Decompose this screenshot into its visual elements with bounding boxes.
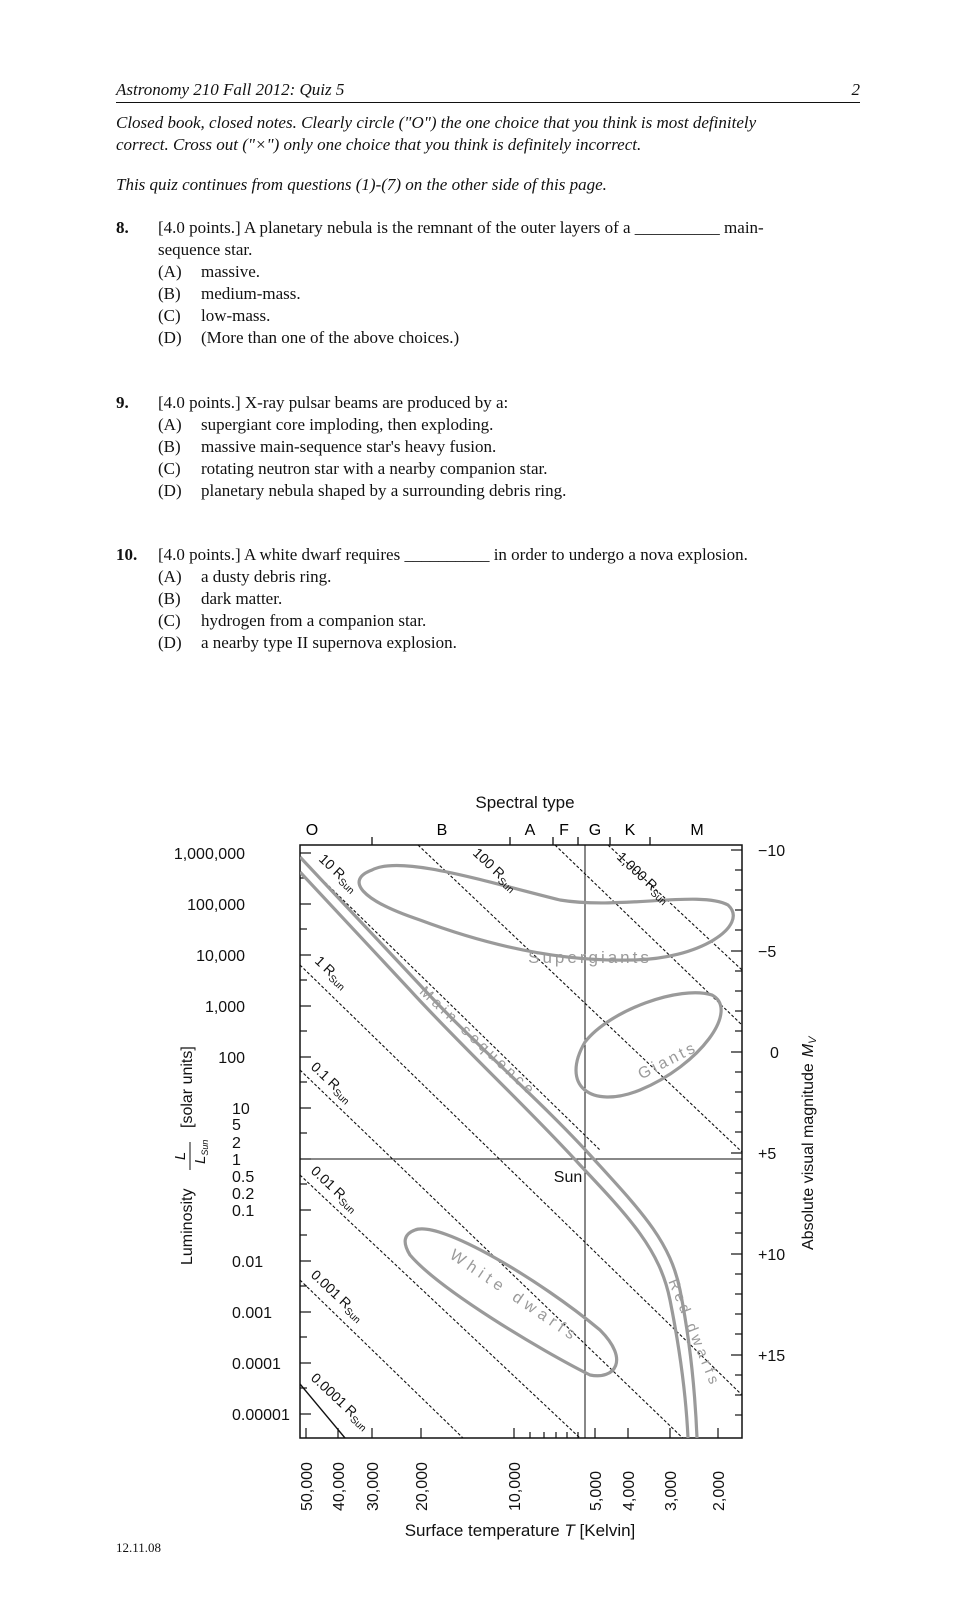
left-axis-title bbox=[172, 1046, 210, 1265]
choice-d[interactable] bbox=[158, 327, 459, 349]
sun-label: Sun bbox=[553, 1169, 583, 1186]
choice-b[interactable] bbox=[158, 283, 301, 305]
plot-frame bbox=[300, 845, 742, 1438]
spectral-letter-f: F bbox=[559, 822, 569, 839]
right-axis-title: Absolute visual magnitudeMV bbox=[800, 1036, 819, 1250]
luminosity-tick: 10 bbox=[232, 1101, 250, 1118]
spectral-letter-o: O bbox=[305, 822, 319, 839]
choice-text: massive main-sequence star's heavy fusion. bbox=[201, 437, 497, 456]
magnitude-tick: +5 bbox=[758, 1146, 777, 1163]
luminosity-tick: 0.00001 bbox=[232, 1407, 290, 1424]
choice-label: (B) bbox=[158, 437, 181, 456]
temperature-tick: 40,000 bbox=[331, 1462, 348, 1511]
page-header bbox=[116, 80, 860, 103]
magnitude-tick: −5 bbox=[758, 944, 777, 961]
temperature-tick: 20,000 bbox=[414, 1462, 431, 1511]
luminosity-tick: 0.1 bbox=[232, 1203, 255, 1220]
instructions bbox=[116, 112, 860, 156]
choice-c[interactable] bbox=[158, 305, 270, 327]
radius-label-0.01-rsun: 0.01 $R_{Sun}$ bbox=[307, 1162, 357, 1217]
choice-d[interactable] bbox=[158, 480, 566, 502]
temperature-tick: 3,000 bbox=[663, 1470, 680, 1511]
question-number: 10. bbox=[116, 545, 138, 564]
choice-label: (C) bbox=[158, 459, 181, 478]
question-stem bbox=[158, 217, 858, 261]
magnitude-tick: −10 bbox=[758, 843, 786, 860]
giants-label: Giants bbox=[635, 1038, 701, 1084]
question-number: 9. bbox=[116, 393, 129, 412]
choice-label: (D) bbox=[158, 481, 182, 500]
page-number: 2 bbox=[851, 80, 860, 99]
choice-text: (More than one of the above choices.) bbox=[201, 328, 460, 347]
luminosity-tick-labels-lower bbox=[232, 1101, 290, 1424]
temperature-tick: 10,000 bbox=[507, 1462, 524, 1511]
luminosity-tick: 100 bbox=[218, 1050, 245, 1067]
luminosity-tick: 2 bbox=[232, 1135, 241, 1152]
choice-a[interactable] bbox=[158, 414, 493, 436]
main-sequence-label: Main sequence bbox=[416, 983, 541, 1101]
luminosity-axis-label: Luminosity bbox=[179, 1188, 196, 1265]
luminosity-tick: 0.2 bbox=[232, 1186, 255, 1203]
luminosity-tick: 5 bbox=[232, 1117, 241, 1134]
choice-text: medium-mass. bbox=[201, 284, 301, 303]
magnitude-tick: +10 bbox=[758, 1247, 786, 1264]
choice-text: low-mass. bbox=[201, 306, 271, 325]
temperature-tick-labels bbox=[299, 1462, 728, 1511]
instructions-line-1: Closed book, closed notes. Clearly circle ("O") the one choice that you think is most definitely bbox=[116, 113, 757, 132]
question-number: 8. bbox=[116, 218, 129, 237]
choice-a[interactable] bbox=[158, 566, 331, 588]
luminosity-tick-labels bbox=[174, 846, 245, 1067]
luminosity-tick: 1,000,000 bbox=[173, 846, 245, 863]
luminosity-tick: 0.001 bbox=[232, 1305, 273, 1322]
choice-label: (A) bbox=[158, 262, 182, 281]
spectral-letter-b: B bbox=[436, 822, 448, 839]
supergiants-label: Supergiants bbox=[528, 948, 652, 967]
radius-labels bbox=[306, 844, 674, 1434]
luminosity-tick: 0.01 bbox=[232, 1254, 264, 1271]
choice-text: supergiant core imploding, then exploding. bbox=[201, 415, 494, 434]
question-stem: [4.0 points.] A white dwarf requires __________ in order to undergo a nova explosion. bbox=[158, 545, 748, 564]
white-dwarfs-label: White dwarfs bbox=[446, 1246, 583, 1346]
luminosity-tick: 100,000 bbox=[187, 897, 245, 914]
spectral-type-title: Spectral type bbox=[475, 793, 575, 812]
choice-label: (B) bbox=[158, 284, 181, 303]
temperature-tick: 4,000 bbox=[621, 1470, 638, 1511]
question-stem-line: [4.0 points.] A planetary nebula is the remnant of the outer layers of a __________ main- bbox=[158, 218, 764, 237]
question-stem: [4.0 points.] X-ray pulsar beams are produced by a: bbox=[158, 393, 509, 412]
spectral-letter-g: G bbox=[588, 822, 602, 839]
supergiants-region bbox=[359, 865, 733, 960]
luminosity-units: [solar units] bbox=[179, 1046, 196, 1128]
choice-text: rotating neutron star with a nearby companion star. bbox=[201, 459, 548, 478]
continuation-note: This quiz continues from questions (1)-(7) on the other side of this page. bbox=[116, 175, 607, 194]
choice-label: (B) bbox=[158, 589, 181, 608]
choice-c[interactable] bbox=[158, 610, 426, 632]
spectral-letter-m: M bbox=[690, 822, 704, 839]
question-8 bbox=[116, 217, 860, 347]
choice-label: (D) bbox=[158, 328, 182, 347]
choice-text: a dusty debris ring. bbox=[201, 567, 332, 586]
choice-label: (D) bbox=[158, 633, 182, 652]
luminosity-tick: 0.0001 bbox=[232, 1356, 281, 1373]
temperature-tick: 50,000 bbox=[299, 1462, 316, 1511]
radius-label-0.001-rsun: 0.001 $R_{Sun}$ bbox=[307, 1266, 363, 1326]
choice-text: hydrogen from a companion star. bbox=[201, 611, 427, 630]
fraction-numerator: L bbox=[172, 1151, 189, 1161]
radius-label-10-rsun: 10 $R_{Sun}$ bbox=[315, 850, 357, 897]
choice-b[interactable] bbox=[158, 588, 282, 610]
radius-label-1-rsun: 1 $R_{Sun}$ bbox=[311, 952, 347, 994]
bottom-axis-title: Surface temperature T [Kelvin] bbox=[404, 1521, 636, 1540]
fraction-denominator: $L_{Sun}$ bbox=[192, 1139, 210, 1164]
luminosity-tick: 10,000 bbox=[196, 948, 245, 965]
temperature-tick: 2,000 bbox=[711, 1470, 728, 1511]
question-10 bbox=[116, 544, 860, 654]
left-axis-ticks bbox=[300, 853, 311, 1414]
choice-label: (A) bbox=[158, 415, 182, 434]
magnitude-tick: 0 bbox=[770, 1045, 779, 1062]
choice-label: (C) bbox=[158, 611, 181, 630]
choice-text: massive. bbox=[201, 262, 261, 281]
spectral-letter-k: K bbox=[624, 822, 636, 839]
giants-region bbox=[576, 993, 721, 1097]
choice-text: dark matter. bbox=[201, 589, 283, 608]
luminosity-tick: 1 bbox=[232, 1152, 241, 1169]
temperature-tick: 5,000 bbox=[588, 1470, 605, 1511]
instructions-line-2: correct. Cross out ("×") only one choice that you think is definitely incorrect. bbox=[116, 135, 642, 154]
radius-label-0.0001-rsun: 0.0001 $R_{Sun}$ bbox=[307, 1369, 368, 1435]
magnitude-tick-labels bbox=[758, 843, 785, 1365]
radius-label-100-rsun: 100 $R_{Sun}$ bbox=[469, 844, 516, 897]
choice-a[interactable] bbox=[158, 261, 260, 283]
radius-label-0.1-rsun: 0.1 $R_{Sun}$ bbox=[307, 1058, 351, 1108]
question-stem-line: sequence star. bbox=[158, 240, 253, 259]
radius-label-1000-rsun: 1,000 $R_{Sun}$ bbox=[613, 848, 669, 908]
choice-label: (C) bbox=[158, 306, 181, 325]
spectral-boundary-ticks bbox=[372, 837, 650, 845]
temperature-tick: 30,000 bbox=[365, 1462, 382, 1511]
star-regions bbox=[300, 857, 733, 1438]
luminosity-tick: 0.5 bbox=[232, 1169, 255, 1186]
choice-c[interactable] bbox=[158, 458, 548, 480]
course-title: Astronomy 210 Fall 2012: Quiz 5 bbox=[116, 80, 345, 99]
hr-diagram bbox=[0, 760, 971, 1540]
footer-date: 12.11.08 bbox=[116, 1540, 162, 1555]
bottom-axis-ticks bbox=[306, 1428, 718, 1438]
choice-text: planetary nebula shaped by a surrounding debris ring. bbox=[201, 481, 567, 500]
choice-b[interactable] bbox=[158, 436, 496, 458]
spectral-letter-a: A bbox=[524, 822, 536, 839]
question-9 bbox=[116, 392, 860, 502]
choice-d[interactable] bbox=[158, 632, 457, 654]
luminosity-tick: 1,000 bbox=[204, 999, 245, 1016]
magnitude-tick: +15 bbox=[758, 1348, 786, 1365]
choice-text: a nearby type II supernova explosion. bbox=[201, 633, 457, 652]
right-axis-ticks bbox=[731, 850, 742, 1415]
radius-line-10-rsun-upper bbox=[418, 845, 742, 1152]
choice-label: (A) bbox=[158, 567, 182, 586]
red-dwarfs-label: Red dwarfs bbox=[664, 1276, 724, 1391]
